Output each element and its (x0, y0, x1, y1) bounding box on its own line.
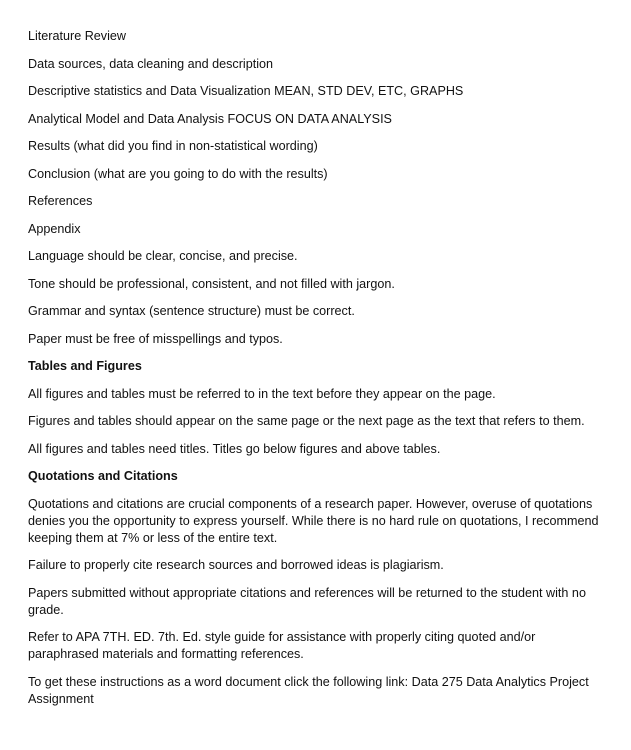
outline-item-appendix: Appendix (28, 221, 81, 236)
tables-figures-rule-titles: All figures and tables need titles. Titles go below figures and above tables. (28, 441, 441, 456)
tables-figures-heading: Tables and Figures (28, 359, 142, 373)
style-rule-spelling: Paper must be free of misspellings and typos. (28, 331, 283, 346)
quotations-paragraph-no-grade: Papers submitted without appropriate citations and references will be returned to the student with no grade. (28, 585, 586, 617)
outline-item-references: References (28, 194, 93, 208)
quotations-paragraph-word-link: To get these instructions as a word document click the following link: Data 275 Data Analytics Project Assignment (28, 674, 589, 706)
quotations-paragraph-plagiarism: Failure to properly cite research sources and borrowed ideas is plagiarism. (28, 558, 444, 573)
tables-figures-rule-placement: Figures and tables should appear on the same page or the next page as the text that refers to them. (28, 414, 585, 428)
quotations-paragraph-apa: Refer to APA 7TH. ED. 7th. Ed. style guide for assistance with properly citing quoted and/or paraphrased materials and formatting references. (28, 630, 536, 662)
outline-item-literature-review: Literature Review (28, 29, 126, 43)
outline-item-data-sources: Data sources, data cleaning and description (28, 56, 274, 71)
outline-item-analytical-model: Analytical Model and Data Analysis FOCUS ON DATA ANALYSIS (28, 111, 392, 126)
style-rule-language: Language should be clear, concise, and precise. (28, 249, 298, 263)
quotations-heading: Quotations and Citations (28, 469, 178, 483)
style-rule-grammar: Grammar and syntax (sentence structure) must be correct. (28, 304, 355, 318)
style-rule-tone: Tone should be professional, consistent, and not filled with jargon. (28, 276, 395, 291)
outline-item-results: Results (what did you find in non-statistical wording) (28, 139, 318, 153)
quotations-paragraph-overuse: Quotations and citations are crucial components of a research paper. However, overuse of quotations denies you the opportunity to express yourself. While there is no hard rule on quotations, I recommend keeping them at 7% or less of the entire text. (28, 496, 599, 545)
outline-item-conclusion: Conclusion (what are you going to do with the results) (28, 166, 328, 181)
outline-item-descriptive-statistics: Descriptive statistics and Data Visualization MEAN, STD DEV, ETC, GRAPHS (28, 84, 464, 98)
document-body (28, 28, 608, 718)
tables-figures-rule-referenced: All figures and tables must be referred to in the text before they appear on the page. (28, 386, 496, 401)
